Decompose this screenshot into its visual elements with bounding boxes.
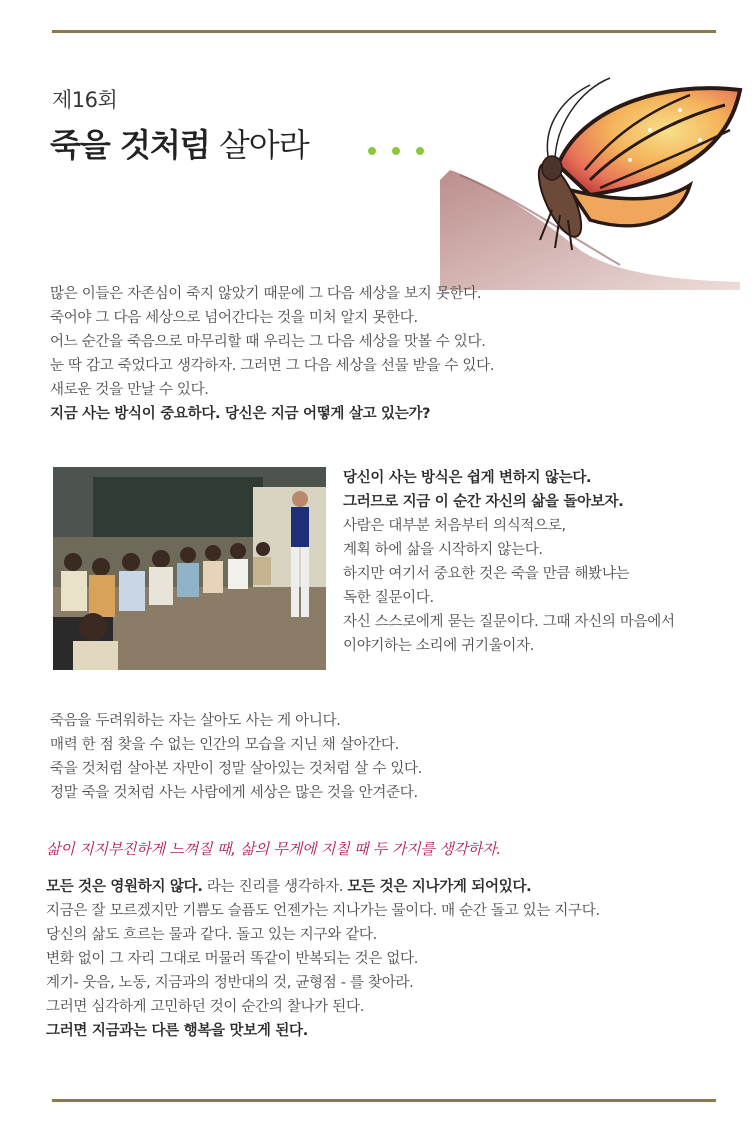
intro-bold-line: 지금 사는 방식이 중요하다. 당신은 지금 어떻게 살고 있는가? <box>50 406 431 422</box>
title-light: 살아라 <box>218 126 309 164</box>
middle-line: 죽음을 두려워하는 자는 살아도 사는 게 아니다. <box>50 713 341 729</box>
closing-line: 지금은 잘 모르겠지만 기쁨도 슬픔도 언젠가는 지나가는 물이다. 매 순간 돌고 있는 지구다. <box>46 903 600 919</box>
closing-line: 그러면 심각하게 고민하던 것이 순간의 찰나가 된다. <box>46 999 365 1015</box>
dot-3 <box>416 147 424 155</box>
closing-line: 당신의 삶도 흐르는 물과 같다. 돌고 있는 지구와 같다. <box>46 927 377 943</box>
top-divider <box>52 30 716 33</box>
intro-line: 눈 딱 감고 죽었다고 생각하자. 그러면 그 다음 세상을 선물 받을 수 있다. <box>50 358 495 374</box>
closing-mid: 라는 진리를 생각하자. <box>202 879 348 895</box>
episode-label: 제16회 <box>52 88 118 112</box>
closing-bold-a: 모든 것은 영원하지 않다. <box>46 879 203 895</box>
closing-line: 계기- 웃음, 노동, 지금과의 정반대의 것, 균형점 - 를 찾아라. <box>46 975 414 991</box>
side-line: 이야기하는 소리에 귀기울이자. <box>343 638 535 654</box>
side-line: 독한 질문이다. <box>343 590 434 606</box>
dot-2 <box>392 147 400 155</box>
side-line: 계획 하에 삶을 시작하지 않는다. <box>343 542 543 558</box>
intro-line: 어느 순간을 죽음으로 마무리할 때 우리는 그 다음 세상을 맛볼 수 있다. <box>50 334 486 350</box>
side-line: 하지만 여기서 중요한 것은 죽을 만큼 해봤냐는 <box>343 566 630 582</box>
side-paragraph <box>343 466 675 658</box>
title-bold: 죽을 것처럼 <box>50 126 210 164</box>
intro-line: 죽어야 그 다음 세상으로 넘어간다는 것을 미처 알지 못한다. <box>50 310 418 326</box>
intro-line: 새로운 것을 만날 수 있다. <box>50 382 209 398</box>
side-line: 자신 스스로에게 묻는 질문이다. 그때 자신의 마음에서 <box>343 614 675 630</box>
intro-paragraph <box>50 282 494 426</box>
middle-line: 매력 한 점 찾을 수 없는 인간의 모습을 지닌 채 살아간다. <box>50 737 399 753</box>
side-bold-line: 그러므로 지금 이 순간 자신의 삶을 돌아보자. <box>343 494 624 510</box>
highlight-quote: 삶이 지지부진하게 느껴질 때, 삶의 무게에 지칠 때 두 가지를 생각하자. <box>46 840 501 858</box>
side-line: 사람은 대부분 처음부터 의식적으로, <box>343 518 566 534</box>
closing-bold-b: 모든 것은 지나가게 되어있다. <box>347 879 532 895</box>
closing-first-line <box>46 875 600 899</box>
bottom-divider <box>52 1099 716 1102</box>
closing-paragraph <box>46 875 600 1043</box>
page-title <box>50 120 309 166</box>
side-bold-line: 당신이 사는 방식은 쉽게 변하지 않는다. <box>343 470 592 486</box>
middle-line: 정말 죽을 것처럼 사는 사람에게 세상은 많은 것을 안겨준다. <box>50 785 418 801</box>
seminar-photo <box>53 467 326 670</box>
intro-line: 많은 이들은 자존심이 죽지 않았기 때문에 그 다음 세상을 보지 못한다. <box>50 286 482 302</box>
dot-1 <box>368 147 376 155</box>
middle-line: 죽을 것처럼 살아본 자만이 정말 살아있는 것처럼 살 수 있다. <box>50 761 423 777</box>
closing-line: 변화 없이 그 자리 그대로 머물러 똑같이 반복되는 것은 없다. <box>46 951 419 967</box>
middle-paragraph <box>50 709 422 805</box>
green-dots-decoration <box>368 140 440 159</box>
butterfly-illustration <box>440 70 750 290</box>
closing-final-line: 그러면 지금과는 다른 행복을 맛보게 된다. <box>46 1023 308 1039</box>
